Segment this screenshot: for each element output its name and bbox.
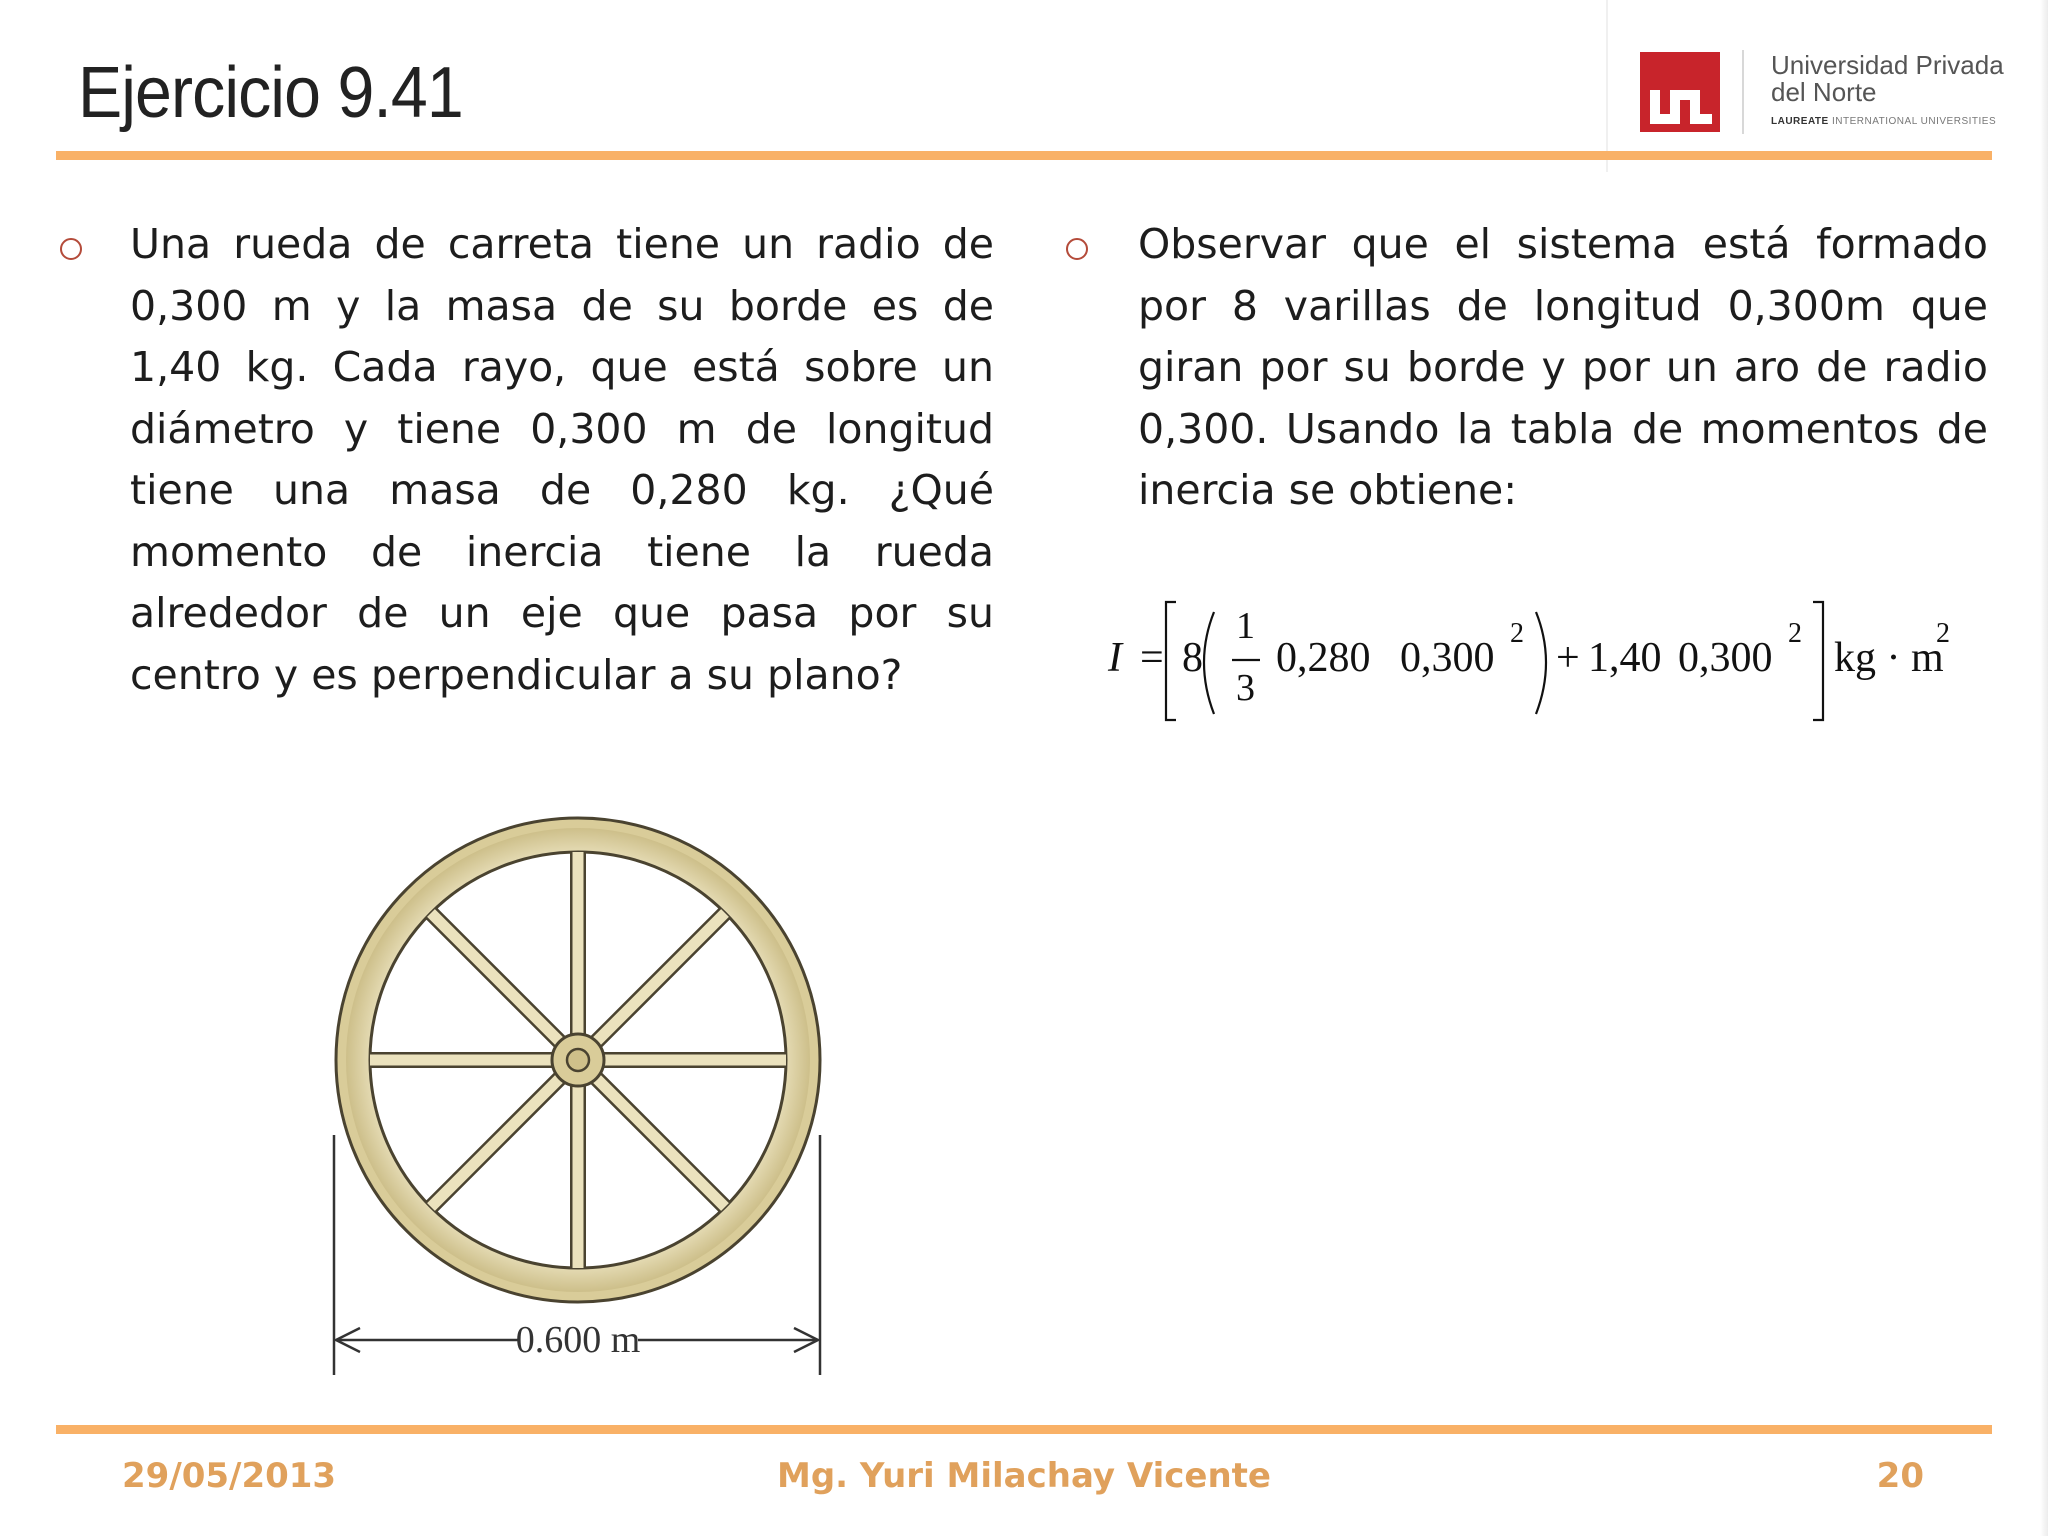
dimension-label: 0.600 m xyxy=(515,1319,641,1361)
upn-logo-mark-icon xyxy=(1640,52,1720,132)
problem-statement: Una rueda de carreta tiene un radio de 0,300 m y la masa de su borde es de 1,40 kg. Cada rayo, que está sobre un diámetro y tiene 0,300 m de longitud tiene una masa de 0,280 kg. ¿Qué momento de inercia tiene la rueda alrededor de un eje que pasa por su centro y es perpendicular a su plano? xyxy=(130,220,994,699)
formula-rod-mass: 0,280 xyxy=(1276,635,1371,681)
wagon-wheel-figure xyxy=(320,800,840,1390)
bullet-icon xyxy=(1066,238,1088,260)
formula-rim-mass: 1,40 xyxy=(1588,635,1662,681)
inertia-formula xyxy=(1108,590,2008,740)
formula-exponent-1: 2 xyxy=(1510,618,1524,649)
footer-author: Mg. Yuri Milachay Vicente xyxy=(777,1456,1271,1496)
formula-coefficient: 8 xyxy=(1182,635,1203,681)
footer-page-number: 20 xyxy=(1876,1456,1924,1496)
formula-exponent-2: 2 xyxy=(1788,618,1802,649)
logo-tagline-brand: LAUREATE xyxy=(1771,116,1829,127)
formula-plus: + xyxy=(1556,635,1580,681)
logo-tagline xyxy=(1771,116,1996,127)
formula-rod-length: 0,300 xyxy=(1400,635,1495,681)
formula-unit: kg · m xyxy=(1834,635,1944,681)
formula-rim-radius: 0,300 xyxy=(1678,635,1773,681)
slide-title: Ejercicio 9.41 xyxy=(78,53,463,133)
formula-unit-exponent: 2 xyxy=(1936,618,1950,649)
footer-date: 29/05/2013 xyxy=(122,1456,337,1496)
formula-frac-denominator: 3 xyxy=(1236,667,1255,709)
footer-rule xyxy=(56,1425,1992,1434)
wheel-hub xyxy=(552,1034,604,1086)
formula-equals: = xyxy=(1140,635,1164,681)
slide-right-edge xyxy=(2040,0,2048,1536)
formula-frac-numerator: 1 xyxy=(1236,605,1255,647)
formula-lhs: I xyxy=(1108,635,1122,681)
solution-statement: Observar que el sistema está formado por 8 varillas de longitud 0,300m que giran por su borde y por un aro de radio 0,300. Usando la tabla de momentos de inercia se obtiene: xyxy=(1138,220,1988,514)
title-underline xyxy=(56,151,1992,160)
logo-name-line2: del Norte xyxy=(1771,77,1877,107)
logo-divider xyxy=(1742,50,1744,134)
university-logo xyxy=(1640,50,2010,140)
header-separator xyxy=(1606,0,1608,172)
logo-tagline-rest: INTERNATIONAL UNIVERSITIES xyxy=(1831,116,1997,127)
logo-name-line1: Universidad Privada xyxy=(1771,50,2004,80)
bullet-icon xyxy=(60,238,82,260)
